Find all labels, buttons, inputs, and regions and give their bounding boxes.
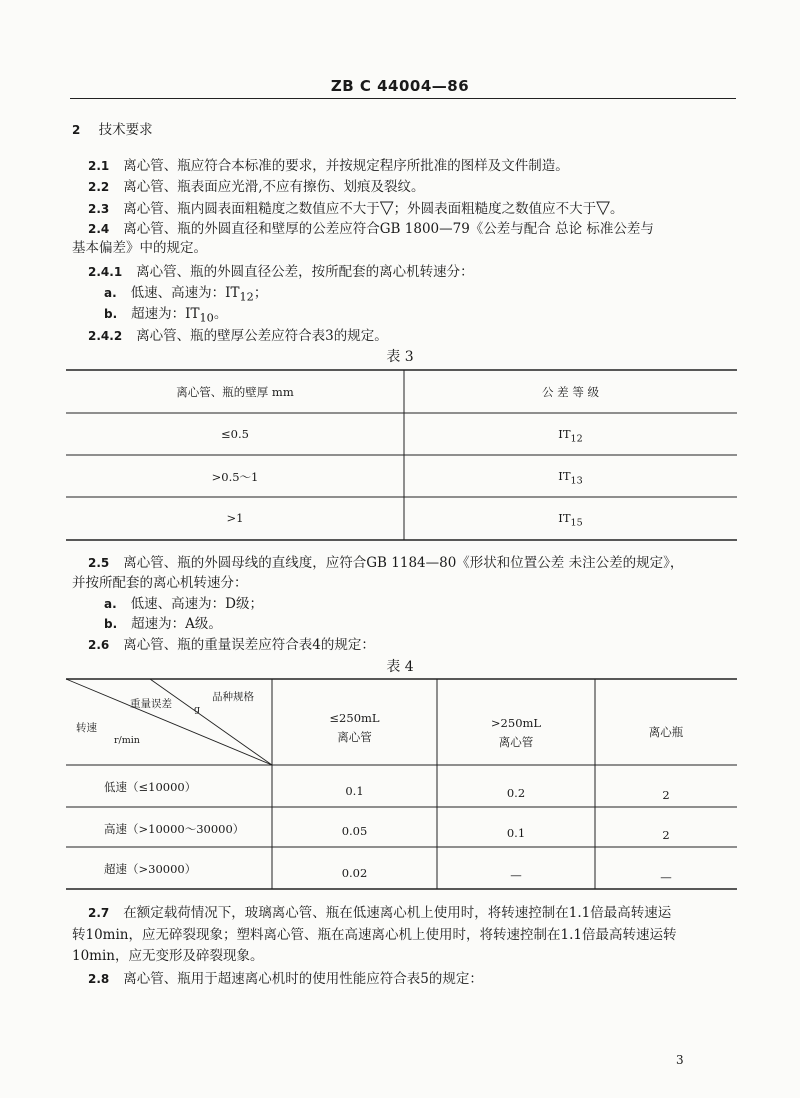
grade-subscript: 13 (570, 475, 583, 487)
section-title: 技术要求 (98, 122, 153, 138)
clause-text: 离心管、瓶用于超速离心机时的使用性能应符合表5的规定： (123, 971, 483, 987)
clause-number: 2.4.2 (88, 329, 123, 343)
clause-2-7-cont: 10min，应无变形及碎裂现象。 (72, 948, 264, 964)
section-number: 2 (72, 123, 81, 137)
table-4-speed-cell: 低速（≤10000） (104, 780, 197, 794)
table-4-speed-cell: 高速（>10000～30000） (104, 822, 245, 836)
item-end: ； (253, 285, 268, 301)
table-4-col1-header-line1: ≤250mL (329, 711, 380, 725)
clause-2-5 (88, 554, 683, 572)
clause-2-8 (88, 970, 483, 988)
table-3-col2-header: 公 差 等 级 (542, 385, 599, 399)
clause-text: 。 (609, 201, 624, 217)
clause-number: 2.7 (88, 906, 110, 920)
clause-2-7-cont: 转10min，应无碎裂现象；塑料离心管、瓶在高速离心机上使用时，将转速控制在1.1倍最高转速运转 (72, 927, 677, 943)
item-label: a. (104, 286, 117, 300)
table-4-cell: 0.1 (506, 826, 526, 840)
item-label: a. (104, 597, 117, 611)
clause-text: 离心管、瓶的壁厚公差应符合表3的规定。 (136, 328, 388, 344)
roughness-symbol-icon: ▽ (596, 197, 610, 218)
clause-text: 在额定载荷情况下，玻璃离心管、瓶在低速离心机上使用时，将转速控制在1.1倍最高转速运 (123, 905, 672, 921)
clause-text: 离心管、瓶的外圆直径和壁厚的公差应符合GB 1800—79《公差与配合 总论 标准公差与 (123, 221, 654, 237)
clause-number: 2.5 (88, 556, 110, 570)
grade-subscript: 15 (570, 517, 583, 529)
corner-weight-unit: g (194, 704, 201, 715)
page-number: 3 (676, 1053, 684, 1067)
tolerance-subscript: 12 (239, 290, 254, 304)
grade-text: IT (558, 427, 571, 441)
table-4-col2-header-line1: >250mL (490, 716, 542, 730)
grade-subscript: 12 (570, 433, 583, 445)
table-3-cell: >0.5～1 (211, 470, 259, 484)
clause-text: 离心管、瓶应符合本标准的要求，并按规定程序所批准的图样及文件制造。 (123, 158, 569, 174)
table-3-cell (404, 511, 737, 528)
clause-text: 离心管、瓶内圆表面粗糙度之数值应不大于 (123, 201, 380, 217)
table-4-cell: 0.02 (341, 866, 368, 880)
corner-weight-label: 重量误差 (130, 698, 172, 710)
clause-2-5-cont: 并按所配套的离心机转速分： (72, 575, 248, 591)
table-4-caption: 表 4 (386, 659, 414, 675)
item-end: 。 (213, 306, 228, 322)
grade-text: IT (558, 511, 571, 525)
standard-code-header: ZB C 44004—86 (330, 77, 470, 95)
table-3-cell: >1 (226, 511, 244, 525)
clause-number: 2.3 (88, 202, 110, 216)
table-3-col1-header: 离心管、瓶的壁厚 mm (176, 385, 294, 399)
table-4-cell: — (510, 868, 522, 882)
clause-text: 离心管、瓶表面应光滑,不应有擦伤、划痕及裂纹。 (123, 179, 425, 195)
clause-number: 2.2 (88, 180, 110, 194)
corner-speed-label: 转速 (76, 722, 97, 734)
item-text: 低速、高速为：D级； (130, 596, 263, 612)
clause-2-6 (88, 636, 375, 654)
table-4-cell: 0.05 (341, 824, 368, 838)
table-3-cell (404, 427, 737, 444)
clause-2-7 (88, 904, 671, 922)
clause-text: ；外圆表面粗糙度之数值应不大于 (393, 201, 597, 217)
clause-number: 2.8 (88, 972, 110, 986)
roughness-symbol-icon: ▽ (379, 197, 394, 218)
item-label: b. (104, 617, 118, 631)
tolerance-subscript: 10 (199, 311, 214, 325)
item-text: 低速、高速为：IT (130, 285, 240, 301)
table-3-caption: 表 3 (386, 349, 414, 365)
item-text: 超速为：IT (131, 306, 200, 322)
table-4-col2-header-line2: 离心管 (498, 735, 534, 749)
corner-speed-unit: r/min (114, 735, 140, 746)
table-4-col1-header-line2: 离心管 (337, 730, 372, 744)
grade-text: IT (558, 469, 571, 483)
table-3-cell (404, 469, 737, 486)
table-4-cell: 2 (662, 828, 670, 842)
clause-text: 离心管、瓶的外圆母线的直线度，应符合GB 1184—80《形状和位置公差 未注公差的规定》， (123, 555, 684, 571)
item-text: 超速为：A级。 (131, 616, 222, 632)
item-b-straightness (104, 615, 222, 633)
table-4-cell: — (660, 870, 672, 884)
clause-number: 2.4 (88, 222, 110, 236)
item-label: b. (104, 307, 118, 321)
table-4-cell: 2 (662, 788, 670, 802)
corner-variety-label: 品种规格 (212, 691, 254, 703)
clause-text: 离心管、瓶的外圆直径公差，按所配套的离心机转速分： (136, 264, 474, 280)
clause-text: 离心管、瓶的重量误差应符合表4的规定： (123, 637, 375, 653)
table-4-speed-cell: 超速（>30000） (104, 862, 197, 876)
table-4-col3-header: 离心瓶 (648, 725, 684, 739)
clause-number: 2.4.1 (88, 265, 123, 279)
clause-number: 2.1 (88, 159, 110, 173)
table-4-cell: 0.2 (506, 786, 526, 800)
clause-number: 2.6 (88, 638, 110, 652)
clause-2-4-cont: 基本偏差》中的规定。 (72, 240, 207, 256)
item-a-straightness (104, 595, 263, 613)
table-3-cell: ≤0.5 (221, 427, 249, 441)
table-4-cell: 0.1 (345, 784, 364, 798)
